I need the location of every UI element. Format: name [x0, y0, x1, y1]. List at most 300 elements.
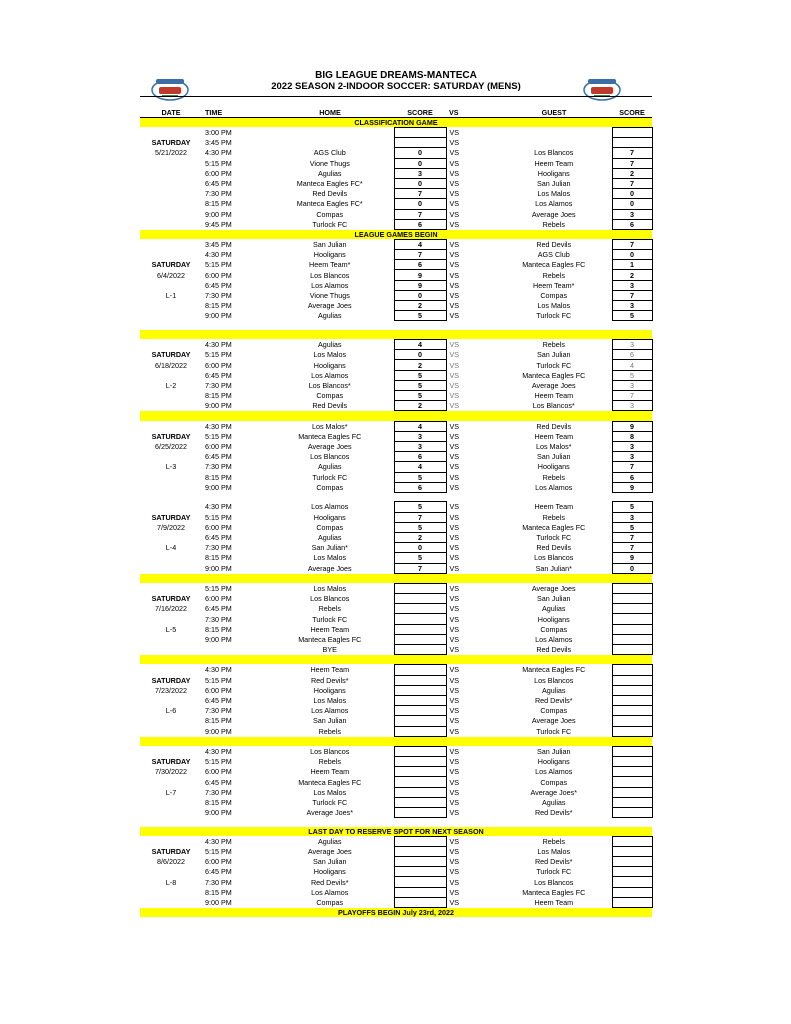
vs-cell: VS — [449, 522, 460, 532]
guest-score-cell — [612, 665, 652, 675]
home-team-cell: Manteca Eagles FC — [298, 634, 362, 644]
game-time-cell: 7:30 PM — [205, 706, 232, 716]
home-team-cell: Los Blancos — [310, 452, 350, 462]
vs-cell: VS — [449, 757, 460, 767]
vs-cell: VS — [449, 431, 460, 441]
guest-team-cell: Hooligans — [537, 757, 570, 767]
guest-team-cell: Los Alamos — [535, 199, 573, 209]
home-score-cell: 5 — [394, 370, 446, 380]
game-row — [140, 645, 652, 655]
guest-team-cell: Red Devils* — [534, 696, 573, 706]
game-date-cell: L-1 — [165, 290, 177, 300]
game-row — [140, 846, 652, 856]
game-date-cell — [140, 219, 202, 229]
game-time-cell: 8:15 PM — [205, 624, 232, 634]
home-team-cell: Agulias — [317, 836, 342, 846]
guest-score-cell — [612, 706, 652, 716]
game-date-cell — [140, 168, 202, 178]
guest-team-cell: San Julian — [536, 594, 571, 604]
home-score-cell — [394, 604, 446, 614]
page-subtitle: 2022 SEASON 2-INDOOR SOCCER: SATURDAY (MENS) — [271, 81, 521, 92]
game-time-cell: 8:15 PM — [205, 716, 232, 726]
home-team-cell: Hooligans — [313, 512, 346, 522]
game-date-cell: SATURDAY — [151, 260, 191, 270]
game-time-cell: 8:15 PM — [205, 391, 232, 401]
section-banner-text: PLAYOFFS BEGIN July 23rd, 2022 — [140, 908, 652, 918]
guest-score-cell: 7 — [612, 532, 652, 542]
home-score-cell: 5 — [394, 311, 446, 321]
home-team-cell: Rebels — [318, 604, 341, 614]
game-time-cell: 7:30 PM — [205, 877, 232, 887]
home-team-cell: Heem Team — [310, 665, 350, 675]
game-date-cell — [140, 340, 202, 350]
game-date-cell — [140, 563, 202, 573]
home-team-cell: Heem Team — [310, 624, 350, 634]
home-score-cell: 4 — [394, 421, 446, 431]
home-team-cell: Los Alamos — [311, 370, 349, 380]
vs-cell: VS — [449, 665, 460, 675]
guest-score-cell: 3 — [612, 401, 652, 411]
home-team-cell: Los Malos — [313, 350, 347, 360]
home-score-cell — [394, 128, 446, 138]
game-row — [140, 746, 652, 756]
game-time-cell: 6:00 PM — [205, 270, 232, 280]
game-date-cell — [140, 199, 202, 209]
guest-score-cell: 5 — [612, 502, 652, 512]
guest-score-cell: 2 — [612, 168, 652, 178]
league-logo-right-icon — [582, 76, 622, 102]
guest-score-cell — [612, 867, 652, 877]
yellow-separator — [140, 736, 652, 746]
home-score-cell: 0 — [394, 290, 446, 300]
home-score-cell: 5 — [394, 391, 446, 401]
game-time-cell: 6:45 PM — [205, 370, 232, 380]
vs-cell: VS — [449, 696, 460, 706]
game-date-cell: L-5 — [165, 624, 177, 634]
vs-cell: VS — [449, 290, 460, 300]
guest-score-cell: 7 — [612, 148, 652, 158]
home-score-cell: 4 — [394, 239, 446, 249]
home-team-cell: San Julian — [312, 716, 347, 726]
game-time-cell: 5:15 PM — [205, 158, 232, 168]
home-score-cell: 9 — [394, 270, 446, 280]
guest-score-cell: 2 — [612, 270, 652, 280]
game-time-cell: 4:30 PM — [205, 421, 232, 431]
home-team-cell: Red Devils — [312, 401, 348, 411]
game-time-cell: 6:45 PM — [205, 777, 232, 787]
guest-team-cell: Hooligans — [537, 462, 570, 472]
vs-cell: VS — [449, 797, 460, 807]
vs-cell: VS — [449, 563, 460, 573]
game-time-cell: 5:15 PM — [205, 583, 232, 593]
guest-team-cell: Manteca Eagles FC — [522, 370, 586, 380]
guest-score-cell: 1 — [612, 260, 652, 270]
game-row — [140, 472, 652, 482]
home-team-cell: Turlock FC — [312, 472, 348, 482]
home-team-cell: Rebels — [318, 757, 341, 767]
game-date-cell — [140, 532, 202, 542]
guest-team-cell: Los Blancos — [534, 877, 574, 887]
home-score-cell: 7 — [394, 250, 446, 260]
guest-score-cell — [612, 645, 652, 655]
home-score-cell — [394, 685, 446, 695]
home-team-cell: Turlock FC — [312, 219, 348, 229]
guest-score-cell: 7 — [612, 462, 652, 472]
game-time-cell: 7:30 PM — [205, 614, 232, 624]
home-score-cell: 3 — [394, 431, 446, 441]
vs-cell: VS — [449, 594, 460, 604]
game-time-cell: 5:15 PM — [205, 757, 232, 767]
guest-score-cell: 3 — [612, 512, 652, 522]
game-date-cell — [140, 746, 202, 756]
game-time-cell: 7:30 PM — [205, 380, 232, 390]
game-row — [140, 128, 652, 138]
guest-team-cell: Los Malos — [537, 189, 571, 199]
game-row — [140, 168, 652, 178]
vs-cell: VS — [449, 836, 460, 846]
home-team-cell: Agulias — [317, 533, 342, 543]
game-row — [140, 301, 652, 311]
game-time-cell: 9:00 PM — [205, 563, 232, 573]
game-row — [140, 716, 652, 726]
guest-team-cell: Hooligans — [537, 614, 570, 624]
vs-cell: VS — [449, 158, 460, 168]
home-team-cell: Vione Thugs — [309, 290, 350, 300]
guest-team-cell: Red Devils — [536, 421, 572, 431]
game-date-cell: L-4 — [165, 543, 177, 553]
vs-cell: VS — [449, 219, 460, 229]
game-time-cell: 9:00 PM — [205, 209, 232, 219]
guest-team-cell: Los Blancos — [534, 675, 574, 685]
guest-team-cell: Heem Team — [534, 391, 574, 401]
home-score-cell: 6 — [394, 260, 446, 270]
guest-team-cell: San Julian — [536, 746, 571, 756]
guest-team-cell: Los Blancos* — [532, 401, 575, 411]
guest-team-cell: Heem Team — [534, 897, 574, 907]
home-team-cell: Los Malos — [313, 787, 347, 797]
guest-team-cell: Manteca Eagles FC — [522, 887, 586, 897]
vs-cell: VS — [449, 726, 460, 736]
game-time-cell: 5:15 PM — [205, 350, 232, 360]
game-time-cell: 6:45 PM — [205, 280, 232, 290]
guest-score-cell — [612, 594, 652, 604]
game-time-cell: 6:45 PM — [205, 696, 232, 706]
home-team-cell: Agulias — [317, 168, 342, 178]
guest-team-cell: Rebels — [542, 836, 565, 846]
game-row — [140, 867, 652, 877]
vs-cell: VS — [449, 857, 460, 867]
game-date-cell: 5/21/2022 — [155, 148, 187, 158]
game-row — [140, 553, 652, 563]
home-team-cell: Hooligans — [313, 685, 346, 695]
guest-score-cell: 0 — [612, 250, 652, 260]
home-score-cell: 6 — [394, 219, 446, 229]
guest-score-cell: 5 — [612, 522, 652, 532]
section-banner — [140, 229, 652, 239]
game-time-cell: 4:30 PM — [205, 665, 232, 675]
home-score-cell: 3 — [394, 441, 446, 451]
game-time-cell: 4:30 PM — [205, 836, 232, 846]
game-date-cell: 7/16/2022 — [155, 604, 187, 614]
league-logo-left-icon — [150, 76, 190, 102]
game-date-cell: SATURDAY — [151, 594, 191, 604]
guest-team-cell: Red Devils — [536, 645, 572, 655]
home-team-cell: Turlock FC — [312, 614, 348, 624]
game-date-cell: L-7 — [165, 787, 177, 797]
vs-cell: VS — [449, 442, 460, 452]
guest-score-cell — [612, 128, 652, 138]
home-team-cell: Los Blancos — [310, 746, 350, 756]
home-team-cell: Average Joes — [307, 442, 352, 452]
schedule-table — [140, 108, 653, 917]
game-time-cell: 8:15 PM — [205, 553, 232, 563]
home-score-cell — [394, 787, 446, 797]
game-time-cell: 6:00 PM — [205, 767, 232, 777]
guest-score-cell — [612, 614, 652, 624]
guest-score-cell — [612, 685, 652, 695]
game-time-cell: 4:30 PM — [205, 502, 232, 512]
game-row — [140, 482, 652, 492]
game-date-cell — [140, 128, 202, 138]
home-score-cell — [394, 836, 446, 846]
guest-score-cell: 7 — [612, 391, 652, 401]
game-time-cell: 6:00 PM — [205, 522, 232, 532]
home-score-cell: 0 — [394, 148, 446, 158]
home-team-cell: Los Blancos — [310, 594, 350, 604]
home-score-cell: 9 — [394, 280, 446, 290]
game-time-cell: 5:15 PM — [205, 675, 232, 685]
vs-cell: VS — [449, 716, 460, 726]
guest-score-cell: 7 — [612, 543, 652, 553]
home-team-cell: Heem Team — [310, 767, 350, 777]
guest-team-cell: Red Devils* — [534, 857, 573, 867]
game-date-cell: SATURDAY — [151, 846, 191, 856]
vs-cell: VS — [449, 350, 460, 360]
game-time-cell: 9:00 PM — [205, 311, 232, 321]
game-date-cell: L-8 — [165, 877, 177, 887]
game-date-cell — [140, 391, 202, 401]
game-date-cell: L-2 — [165, 380, 177, 390]
guest-score-cell: 3 — [612, 441, 652, 451]
game-date-cell — [140, 301, 202, 311]
game-time-cell: 8:15 PM — [205, 887, 232, 897]
guest-score-cell: 9 — [612, 553, 652, 563]
vs-cell: VS — [449, 787, 460, 797]
game-date-cell — [140, 421, 202, 431]
vs-cell: VS — [449, 380, 460, 390]
game-time-cell — [202, 645, 266, 655]
guest-score-cell: 7 — [612, 239, 652, 249]
guest-team-cell: San Julian — [536, 452, 571, 462]
guest-team-cell: Turlock FC — [536, 360, 572, 370]
home-score-cell — [394, 716, 446, 726]
guest-score-cell: 7 — [612, 178, 652, 188]
game-time-cell: 9:00 PM — [205, 897, 232, 907]
game-row — [140, 158, 652, 168]
guest-score-cell — [612, 777, 652, 787]
guest-score-cell — [612, 604, 652, 614]
home-score-cell — [394, 767, 446, 777]
guest-score-cell: 3 — [612, 452, 652, 462]
game-time-cell: 8:15 PM — [205, 472, 232, 482]
home-score-cell — [394, 675, 446, 685]
guest-score-cell: 4 — [612, 360, 652, 370]
guest-team-cell: Compas — [540, 777, 568, 787]
col-time-header: TIME — [202, 108, 266, 118]
vs-cell: VS — [449, 360, 460, 370]
yellow-separator — [140, 573, 652, 583]
game-row — [140, 199, 652, 209]
vs-cell: VS — [449, 706, 460, 716]
game-row — [140, 594, 652, 604]
game-time-cell: 6:00 PM — [205, 442, 232, 452]
game-row — [140, 502, 652, 512]
home-score-cell — [394, 726, 446, 736]
game-date-cell — [140, 178, 202, 188]
game-row — [140, 370, 652, 380]
game-time-cell: 6:45 PM — [205, 179, 232, 189]
col-guest-score-header: SCORE — [612, 108, 652, 118]
game-time-cell: 6:00 PM — [205, 594, 232, 604]
game-row — [140, 604, 652, 614]
home-score-cell: 7 — [394, 209, 446, 219]
home-score-cell: 0 — [394, 158, 446, 168]
vs-cell: VS — [449, 270, 460, 280]
guest-team-cell: Rebels — [542, 219, 565, 229]
game-time-cell: 9:00 PM — [205, 726, 232, 736]
home-score-cell: 5 — [394, 502, 446, 512]
guest-score-cell: 8 — [612, 431, 652, 441]
home-score-cell — [394, 614, 446, 624]
home-score-cell — [394, 867, 446, 877]
guest-team-cell: Manteca Eagles FC — [522, 522, 586, 532]
vs-cell: VS — [449, 452, 460, 462]
guest-team-cell: San Julian — [536, 179, 571, 189]
home-score-cell: 5 — [394, 553, 446, 563]
game-date-cell: L-3 — [165, 462, 177, 472]
guest-score-cell — [612, 897, 652, 907]
guest-score-cell — [612, 624, 652, 634]
home-score-cell — [394, 624, 446, 634]
guest-team-cell: Heem Team — [534, 158, 574, 168]
vs-cell: VS — [449, 808, 460, 818]
guest-team-cell: Average Joes — [531, 209, 576, 219]
section-banner — [140, 827, 652, 837]
vs-cell: VS — [449, 867, 460, 877]
game-date-cell — [140, 158, 202, 168]
table-header-row — [140, 108, 652, 118]
game-row — [140, 675, 652, 685]
home-team-cell: Los Malos* — [311, 421, 348, 431]
guest-score-cell — [612, 675, 652, 685]
vs-cell: VS — [449, 128, 460, 138]
guest-team-cell: Compas — [540, 706, 568, 716]
home-score-cell: 0 — [394, 178, 446, 188]
guest-team-cell: Heem Team — [534, 431, 574, 441]
home-team-cell: Manteca Eagles FC* — [296, 179, 363, 189]
game-row — [140, 543, 652, 553]
home-score-cell: 5 — [394, 522, 446, 532]
home-team-cell: Los Malos — [313, 696, 347, 706]
guest-score-cell: 5 — [612, 370, 652, 380]
game-row — [140, 340, 652, 350]
home-team-cell: Los Malos — [313, 553, 347, 563]
section-banner — [140, 908, 652, 918]
guest-team-cell: Red Devils — [536, 543, 572, 553]
game-time-cell: 3:45 PM — [205, 239, 232, 249]
game-date-cell — [140, 189, 202, 199]
game-row — [140, 522, 652, 532]
game-row — [140, 857, 652, 867]
home-score-cell — [394, 645, 446, 655]
game-row — [140, 583, 652, 593]
blank-separator — [140, 321, 652, 330]
vs-cell: VS — [449, 472, 460, 482]
game-date-cell — [140, 502, 202, 512]
home-team-cell: Los Alamos — [311, 502, 349, 512]
guest-team-cell: Los Malos — [537, 846, 571, 856]
home-score-cell: 2 — [394, 532, 446, 542]
guest-score-cell: 6 — [612, 219, 652, 229]
guest-score-cell: 7 — [612, 158, 652, 168]
game-time-cell: 7:30 PM — [205, 290, 232, 300]
guest-team-cell: AGS Club — [537, 250, 570, 260]
guest-score-cell — [612, 846, 652, 856]
guest-team-cell: Average Joes — [531, 380, 576, 390]
home-score-cell: 5 — [394, 380, 446, 390]
home-score-cell — [394, 594, 446, 604]
game-row — [140, 178, 652, 188]
guest-score-cell: 3 — [612, 380, 652, 390]
home-team-cell: Hooligans — [313, 360, 346, 370]
guest-score-cell — [612, 716, 652, 726]
game-time-cell: 7:30 PM — [205, 462, 232, 472]
home-team-cell: Vione Thugs — [309, 158, 350, 168]
game-date-cell: SATURDAY — [151, 350, 191, 360]
section-banner — [140, 118, 652, 128]
home-team-cell: AGS Club — [313, 148, 346, 158]
game-row — [140, 614, 652, 624]
guest-team-cell: Manteca Eagles FC — [522, 665, 586, 675]
home-team-cell: Los Malos — [313, 583, 347, 593]
home-score-cell — [394, 746, 446, 756]
home-team-cell: Compas — [316, 391, 344, 401]
guest-team-cell: Los Blancos — [534, 553, 574, 563]
game-row — [140, 665, 652, 675]
game-date-cell — [140, 645, 202, 655]
section-banner-text: LAST DAY TO RESERVE SPOT FOR NEXT SEASON — [140, 827, 652, 837]
header-rule — [140, 96, 652, 97]
game-date-cell — [140, 583, 202, 593]
game-row — [140, 797, 652, 807]
guest-team-cell: Average Joes* — [530, 787, 578, 797]
guest-score-cell: 6 — [612, 472, 652, 482]
blank-separator — [140, 492, 652, 502]
home-team-cell: Red Devils — [312, 189, 348, 199]
guest-team-cell: San Julian* — [535, 563, 572, 573]
vs-cell: VS — [449, 685, 460, 695]
game-row — [140, 260, 652, 270]
home-team-cell: Compas — [316, 482, 344, 492]
guest-team-cell: Red Devils* — [534, 808, 573, 818]
vs-cell: VS — [449, 583, 460, 593]
game-row — [140, 757, 652, 767]
game-row — [140, 462, 652, 472]
home-team-cell: Agulias — [317, 462, 342, 472]
home-score-cell: 4 — [394, 340, 446, 350]
guest-score-cell — [612, 757, 652, 767]
vs-cell: VS — [449, 897, 460, 907]
